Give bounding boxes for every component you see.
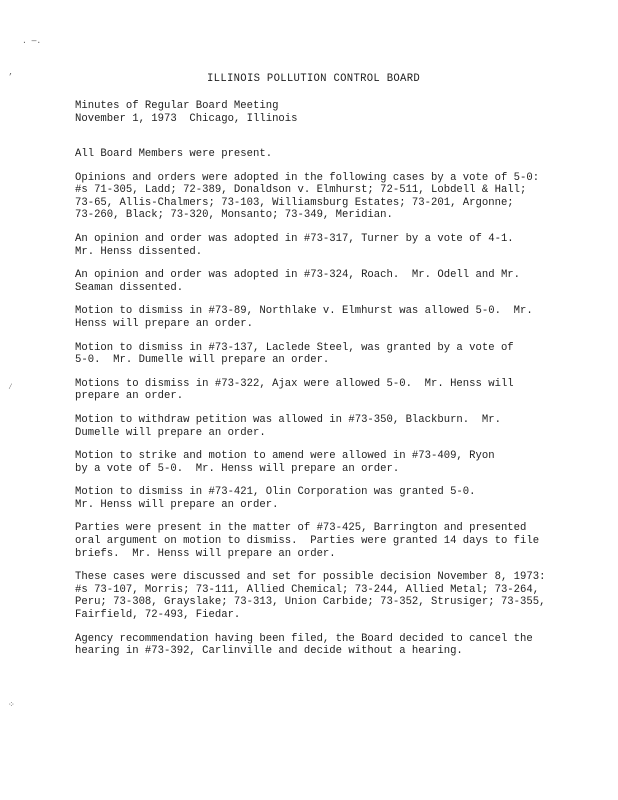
scan-speck: ⁘ <box>8 701 15 710</box>
scan-speck: ⁄ <box>8 383 13 392</box>
minutes-body <box>75 148 545 669</box>
paragraph-line: 73-260, Black; 73-320, Monsanto; 73-349, Meridian. <box>75 209 393 222</box>
minutes-paragraph <box>75 342 545 367</box>
minutes-paragraph <box>75 633 545 658</box>
scan-speck: ’ <box>8 73 13 82</box>
paragraph-line: 5-0. Mr. Dumelle will prepare an order. <box>75 354 330 367</box>
paragraph-line: Peru; 73-308, Grayslake; 73-313, Union Carbide; 73-352, Strusiger; 73-355, <box>75 596 546 609</box>
paragraph-line: Dumelle will prepare an order. <box>75 426 266 439</box>
paragraph-line: An opinion and order was adopted in #73-317, Turner by a vote of 4-1. <box>75 232 514 245</box>
minutes-paragraph <box>75 305 545 330</box>
paragraph-line: prepare an order. <box>75 390 184 403</box>
paragraph-line: 73-65, Allis-Chalmers; 73-103, Williamsburg Estates; 73-201, Argonne; <box>75 196 514 209</box>
paragraph-line: Motion to dismiss in #73-421, Olin Corporation was granted 5-0. <box>75 486 476 499</box>
header-line: Minutes of Regular Board Meeting <box>75 100 279 112</box>
paragraph-line: These cases were discussed and set for possible decision November 8, 1973: <box>75 571 546 584</box>
paragraph-line: oral argument on motion to dismiss. Parties were granted 14 days to file <box>75 535 540 548</box>
header-line: November 1, 1973 Chicago, Illinois <box>75 112 298 125</box>
minutes-paragraph <box>75 148 545 161</box>
paragraph-line: by a vote of 5-0. Mr. Henss will prepare an order. <box>75 462 400 475</box>
paragraph-line: Motion to dismiss in #73-89, Northlake v. Elmhurst was allowed 5-0. Mr. <box>75 305 533 318</box>
paragraph-line: hearing in #73-392, Carlinville and decide without a hearing. <box>75 645 463 658</box>
minutes-paragraph <box>75 172 545 222</box>
minutes-paragraph <box>75 450 545 475</box>
paragraph-line: Motion to strike and motion to amend were allowed in #73-409, Ryon <box>75 450 495 463</box>
document-title: ILLINOIS POLLUTION CONTROL BOARD <box>207 73 421 85</box>
paragraph-line: Mr. Henss dissented. <box>75 245 203 258</box>
paragraph-line: briefs. Mr. Henss will prepare an order. <box>75 547 336 560</box>
paragraph-line: Henss will prepare an order. <box>75 317 254 330</box>
paragraph-line: Fairfield, 72-493, Fiedar. <box>75 609 241 622</box>
minutes-paragraph <box>75 233 545 258</box>
paragraph-line: Motions to dismiss in #73-322, Ajax were allowed 5-0. Mr. Henss will <box>75 377 514 390</box>
minutes-paragraph <box>75 486 545 511</box>
paragraph-line: Agency recommendation having been filed, the Board decided to cancel the <box>75 632 533 645</box>
paragraph-line: Seaman dissented. <box>75 281 184 294</box>
paragraph-line: Motion to withdraw petition was allowed in #73-350, Blackburn. Mr. <box>75 413 501 426</box>
minutes-paragraph <box>75 414 545 439</box>
paragraph-line: #s 73-107, Morris; 73-111, Allied Chemical; 73-244, Allied Metal; 73-264, <box>75 583 540 596</box>
minutes-paragraph <box>75 522 545 560</box>
paragraph-line: Opinions and orders were adopted in the following cases by a vote of 5-0: <box>75 171 540 184</box>
paragraph-line: Parties were present in the matter of #73-425, Barrington and presented <box>75 522 527 535</box>
meeting-header <box>75 100 298 125</box>
minutes-paragraph <box>75 378 545 403</box>
paragraph-line: #s 71-305, Ladd; 72-389, Donaldson v. Elmhurst; 72-511, Lobdell & Hall; <box>75 184 527 197</box>
scan-speck: . —. <box>22 37 42 46</box>
paragraph-line: An opinion and order was adopted in #73-324, Roach. Mr. Odell and Mr. <box>75 269 521 282</box>
paragraph-line: All Board Members were present. <box>75 148 273 160</box>
minutes-paragraph <box>75 269 545 294</box>
minutes-paragraph <box>75 571 545 621</box>
paragraph-line: Mr. Henss will prepare an order. <box>75 498 279 511</box>
paragraph-line: Motion to dismiss in #73-137, Laclede Steel, was granted by a vote of <box>75 341 514 354</box>
